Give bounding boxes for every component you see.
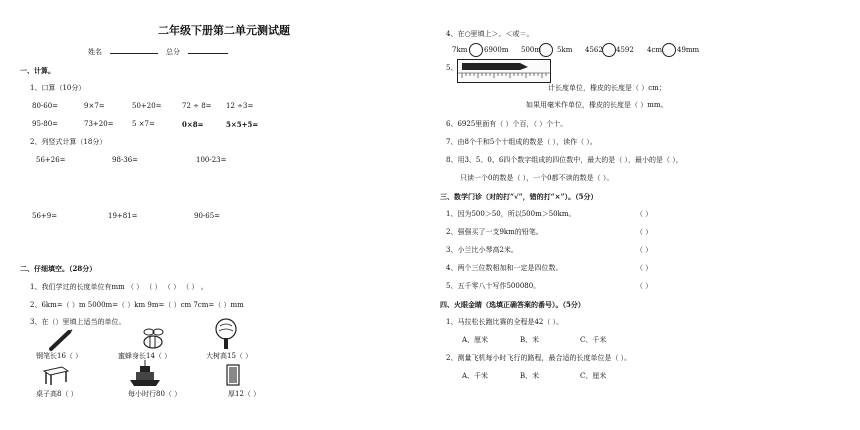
calc-item: 19+81= bbox=[108, 212, 138, 220]
fill-question-8a: 8、用3、5、0、6四个数字组成的四位数中，最大的是（ ），最小的是（ ）， bbox=[446, 156, 683, 164]
choice-option[interactable]: C、厘米 bbox=[580, 372, 607, 380]
calc-item: 95-80= bbox=[32, 120, 59, 128]
name-field bbox=[88, 46, 158, 57]
compare-left: 7km bbox=[452, 46, 468, 54]
ship-picture bbox=[128, 360, 162, 388]
ruler-picture bbox=[457, 59, 551, 83]
judge-item: 2、强强买了一支9km的铅笔。 bbox=[446, 228, 543, 236]
judge-answer[interactable]: （ ） bbox=[636, 228, 653, 236]
fill-question-7: 7、由8个千和5个十组成的数是（ ），读作（ ）。 bbox=[446, 138, 597, 146]
calc-item: 80-60= bbox=[32, 102, 59, 110]
judge-item: 5、五千零八十写作500080。 bbox=[446, 282, 541, 290]
tree-height-item: 大树高15（ ） bbox=[206, 352, 253, 360]
score-label: 总分 bbox=[166, 48, 180, 56]
compare-circle[interactable] bbox=[602, 43, 616, 57]
compare-right: 6900m bbox=[484, 46, 509, 54]
exam-title: 二年级下册第二单元测试题 bbox=[158, 24, 290, 37]
choice-option[interactable]: A、厘米 bbox=[462, 336, 489, 344]
name-blank bbox=[110, 46, 158, 54]
calc-item: 56+26= bbox=[36, 156, 66, 164]
choice-question-1: 1、马拉松长跑比赛的全程是42（ ）。 bbox=[446, 318, 564, 326]
section4-heading: 四、火眼金睛（选填正确答案的番号）。（5分） bbox=[440, 300, 585, 309]
choice-option[interactable]: A、千米 bbox=[462, 372, 489, 380]
compare-right: 49mm bbox=[677, 46, 700, 54]
bee-length-item: 蜜蜂身长14（ ） bbox=[118, 352, 172, 360]
compare-circle[interactable] bbox=[469, 43, 483, 57]
fill-question-2: 2、6km=（ ）m 5000m=（ ）km 9m=（ ）cm 7cm=（ ）mm bbox=[30, 301, 244, 309]
section3-heading: 三、数学门诊（对的打“√”，错的打“×”）。（5分） bbox=[440, 192, 598, 201]
pen-length-item: 钢笔长16（ ） bbox=[36, 352, 83, 360]
desk-height-item: 桌子高8（ ） bbox=[36, 390, 78, 398]
ruler-question-b: 如果用毫米作单位，橡皮的长度是（ ）mm。 bbox=[526, 101, 668, 109]
compare-left: 4cm bbox=[647, 46, 663, 54]
ship-speed-item: 每小时行80（ ） bbox=[128, 390, 182, 398]
compare-left: 500m bbox=[521, 46, 541, 54]
compare-right: 5km bbox=[557, 46, 573, 54]
calc-item: 0×8= bbox=[182, 120, 204, 129]
compare-circle[interactable] bbox=[539, 43, 553, 57]
pen-picture bbox=[48, 328, 74, 352]
calc-item: 12 ÷3= bbox=[226, 102, 254, 110]
book-picture bbox=[226, 364, 240, 386]
choice-question-2: 2、测量飞机每小时飞行的路程，最合适的长度单位是（ ）。 bbox=[446, 354, 632, 362]
calc-item: 5×5+5= bbox=[226, 120, 259, 129]
fill-question-6: 6、6925里面有（ ）个百，（ ）个十。 bbox=[446, 120, 568, 128]
judge-item: 3、小兰比小琴高2米。 bbox=[446, 246, 518, 254]
judge-answer[interactable]: （ ） bbox=[636, 282, 653, 290]
calc-item: 50+20= bbox=[132, 102, 162, 110]
score-blank bbox=[188, 46, 228, 54]
calc-item: 73+20= bbox=[84, 120, 114, 128]
choice-option[interactable]: C、千米 bbox=[580, 336, 607, 344]
bee-picture bbox=[138, 326, 168, 352]
calc-item: 90-65= bbox=[194, 212, 221, 220]
ruler-question-number: 5、 bbox=[446, 64, 458, 72]
vertical-calc-label: 2、列竖式计算（18分） bbox=[30, 138, 107, 146]
choice-option[interactable]: B、米 bbox=[520, 336, 540, 344]
judge-answer[interactable]: （ ） bbox=[636, 264, 653, 272]
ruler-question-a: 计长度单位，橡皮的长度是（ ）cm； bbox=[548, 84, 666, 92]
calc-item: 9×7= bbox=[84, 102, 105, 110]
judge-item: 1、因为500＞50，所以500m＞50km。 bbox=[446, 210, 576, 218]
score-field bbox=[166, 46, 228, 57]
compare-right: 4592 bbox=[616, 46, 634, 54]
calc-item: 5 ×7= bbox=[132, 120, 155, 128]
calc-item: 72 ÷ 8= bbox=[182, 102, 212, 110]
name-label: 姓名 bbox=[88, 48, 102, 56]
calc-item: 98-36= bbox=[112, 156, 139, 164]
tree-picture bbox=[214, 318, 238, 350]
fill-question-8b: 只读一个0的数是（ ），一个0都不读的数是（ ）。 bbox=[460, 174, 614, 182]
compare-circle[interactable] bbox=[662, 43, 676, 57]
compare-left: 4562 bbox=[585, 46, 603, 54]
calc-item: 56+9= bbox=[32, 212, 58, 220]
calc-item: 100-23= bbox=[196, 156, 227, 164]
choice-option[interactable]: B、米 bbox=[520, 372, 540, 380]
mental-math-label: 1、口算（10分） bbox=[30, 84, 86, 92]
section1-heading: 一、计算。 bbox=[20, 66, 55, 75]
book-thickness-item: 厚12（ ） bbox=[228, 390, 261, 398]
judge-answer[interactable]: （ ） bbox=[636, 210, 653, 218]
judge-item: 4、两个三位数相加和一定是四位数。 bbox=[446, 264, 563, 272]
compare-question: 4、在○里填上＞、＜或＝。 bbox=[446, 30, 534, 38]
desk-picture bbox=[40, 364, 70, 386]
fill-question-3: 3、在（）里填上适当的单位。 bbox=[30, 318, 126, 326]
judge-answer[interactable]: （ ） bbox=[636, 246, 653, 254]
section2-heading: 二、仔细填空。（28分） bbox=[20, 264, 97, 273]
fill-question-1: 1、我们学过的长度单位有mm （ ） （ ） （ ） （ ） 。 bbox=[30, 283, 208, 291]
